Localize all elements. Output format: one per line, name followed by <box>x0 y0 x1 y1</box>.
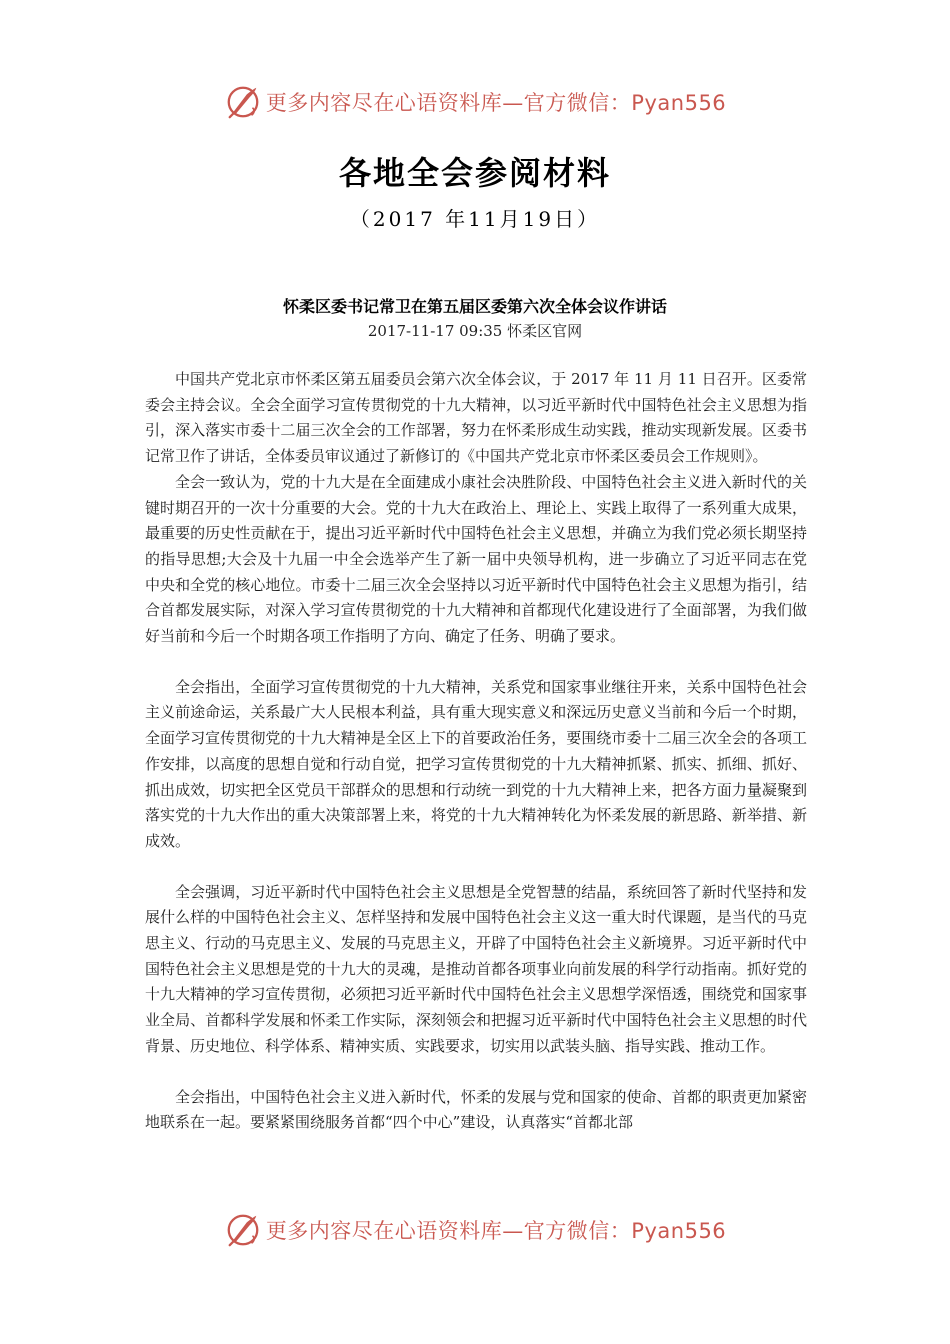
quill-pen-logo-icon <box>224 1211 262 1249</box>
paragraph-1: 中国共产党北京市怀柔区第五届委员会第六次全体会议，于 2017 年 11 月 11 日召开。区委常委会主持会议。全会全面学习宣传贯彻党的十九大精神，以习近平新时代中国特色社会主义思想为指引，深入落实市委十二届三次全会的工作部署，努力在怀柔形成生动实践，推动实现新发展。区委书记常卫作了讲话，全体委员审议通过了新修订的《中国共产党北京市怀柔区委员会工作规则》。 <box>145 370 807 466</box>
article-title: 怀柔区委书记常卫在第五届区委第六次全体会议作讲话 <box>282 297 667 316</box>
paragraph-4: 全会强调，习近平新时代中国特色社会主义思想是全党智慧的结晶，系统回答了新时代坚持和发展什么样的中国特色社会主义、怎样坚持和发展中国特色社会主义这一重大时代课题，是当代的马克思主义、行动的马克思主义、发展的马克思主义，开辟了中国特色社会主义新境界。习近平新时代中国特色社会主义思想是党的十九大的灵魂，是推动首都各项事业向前发展的科学行动指南。抓好党的十九大精神的学习宣传贯彻，必须把习近平新时代中国特色社会主义思想学深悟透，围绕党和国家事业全局、首都科学发展和怀柔工作实际，深刻领会和把握习近平新时代中国特色社会主义思想的时代背景、历史地位、科学体系、精神实质、实践要求，切实用以武装头脑、指导实践、推动工作。 <box>145 882 807 1055</box>
banner-text: 更多内容尽在心语资料库—官方微信：Pyan556 <box>265 91 727 115</box>
quill-pen-logo-icon <box>224 83 262 121</box>
article-body <box>145 367 807 1136</box>
paragraph-5: 全会指出，中国特色社会主义进入新时代，怀柔的发展与党和国家的使命、首都的职责更加紧密地联系在一起。要紧紧围绕服务首都“四个中心”建设，认真落实“首都北部 <box>145 1087 807 1132</box>
article-meta: 2017-11-17 09:35 怀柔区官网 <box>367 322 583 340</box>
document-title: 各地全会参阅材料 <box>338 154 611 192</box>
header-banner <box>0 80 950 124</box>
footer-banner <box>0 1208 950 1252</box>
paragraph-3: 全会指出，全面学习宣传贯彻党的十九大精神，关系党和国家事业继往开来，关系中国特色社会主义前途命运，关系最广大人民根本利益，具有重大现实意义和深远历史意义当前和今后一个时期，全面学习宣传贯彻党的十九大精神是全区上下的首要政治任务，要围绕市委十二届三次全会的各项工作安排，以高度的思想自觉和行动自觉，把学习宣传贯彻党的十九大精神抓紧、抓实、抓细、抓好、抓出成效，切实把全区党员干部群众的思想和行动统一到党的十九大精神上来，把各方面力量凝聚到落实党的十九大作出的重大决策部署上来，将党的十九大精神转化为怀柔发展的新思路、新举措、新成效。 <box>145 677 807 850</box>
banner-text: 更多内容尽在心语资料库—官方微信：Pyan556 <box>265 1219 727 1243</box>
paragraph-2: 全会一致认为，党的十九大是在全面建成小康社会决胜阶段、中国特色社会主义进入新时代的关键时期召开的一次十分重要的大会。党的十九大在政治上、理论上、实践上取得了一系列重大成果，最重要的历史性贡献在于，提出习近平新时代中国特色社会主义思想，并确立为我们党必须长期坚持的指导思想;大会及十九届一中全会选举产生了新一届中央领导机构，进一步确立了习近平同志在党中央和全党的核心地位。市委十二届三次全会坚持以习近平新时代中国特色社会主义思想为指引，结合首都发展实际，对深入学习宣传贯彻党的十九大精神和首都现代化建设进行了全面部署，为我们做好当前和今后一个时期各项工作指明了方向、确定了任务、明确了要求。 <box>145 472 807 646</box>
document-date: （2017 年11月19日） <box>349 207 601 231</box>
